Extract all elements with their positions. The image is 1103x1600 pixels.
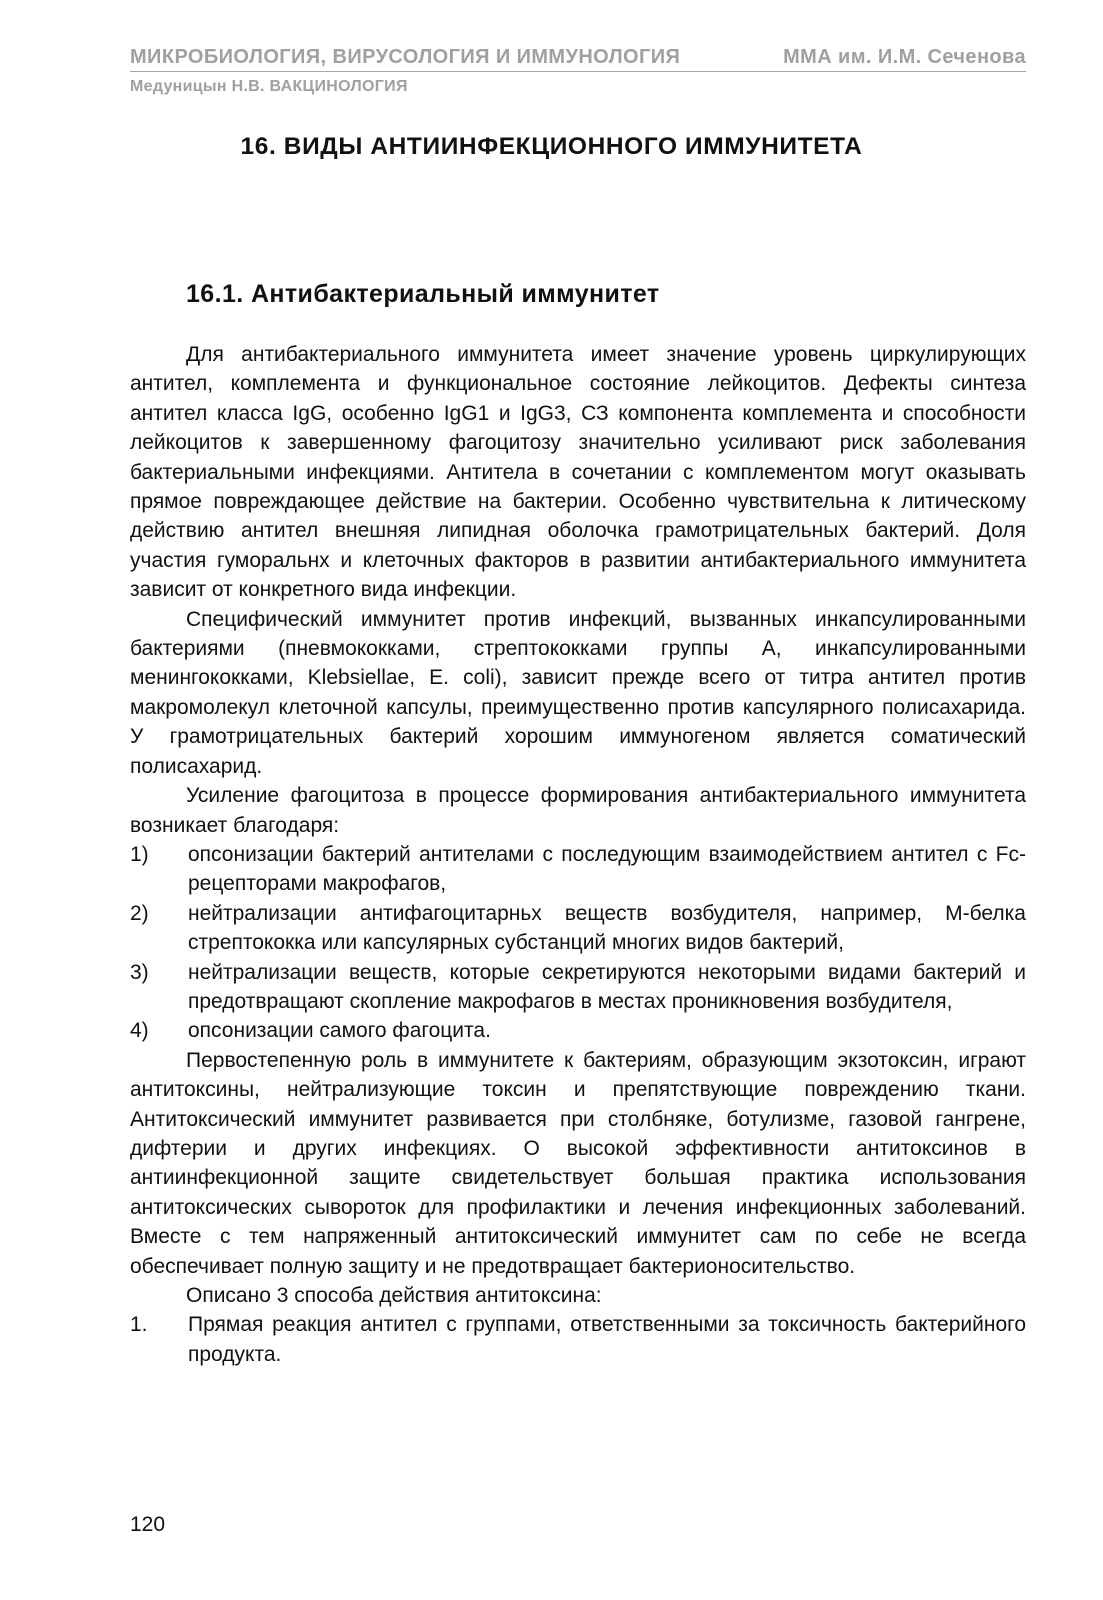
list-item — [130, 1016, 1026, 1045]
header-institution: ММА им. И.М. Сеченова — [783, 46, 1026, 68]
list-item — [130, 958, 1026, 1017]
chapter-title: 16. ВИДЫ АНТИИНФЕКЦИОННОГО ИММУНИТЕТА — [240, 133, 863, 160]
list-item-text: нейтрализации антифагоцитарньх веществ возбудителя, например, М-белка стрептококка или капсулярных субстанций многих видов бактерий, — [188, 901, 1026, 955]
body-text — [130, 340, 1026, 1369]
list-item-text: нейтрализации веществ, которые секретируются некоторыми видами бактерий и предотвращают скопление макрофагов в местах проникновения возбудителя, — [188, 960, 1026, 1013]
list-item-text: опсонизации бактерий антителами с последующим взаимодействием антител с Fc-рецепторами макрофагов, — [188, 842, 1026, 896]
running-header — [130, 46, 1026, 96]
paragraph-specific-immunity: Специфический иммунитет против инфекций, вызванных инкапсулированными бактериями (пневмококками, стрептококками группы А, инкапсулированными менингококками, Klebsiellae, E. coli), зависит прежде всего от титра антител против макромолекул клеточной капсулы, преимущественно против капсулярного полисахарида. У грамотрицательных бактерий хорошим иммуногеном является соматический полисахарид. — [130, 607, 1026, 778]
paragraph-intro: Для антибактериального иммунитета имеет значение уровень циркулирующих антител, комплемента и функциональное состояние лейкоцитов. Дефекты синтеза антител класса IgG, особенно IgG1 и IgG3, СЗ компонента комплемента и способности лейкоцитов к завершенному фагоцитозу значительно усиливают риск заболевания бактериальными инфекциями. Антитела в сочетании с комплементом могут оказывать прямое повреждающее действие на бактерии. Особенно чувствительна к литическому действию антител внешняя липидная оболочка грамотрицательных бактерий. Доля участия гуморальнх и клеточных факторов в развитии антибактериального иммунитета зависит от конкретного вида инфекции. — [130, 343, 1026, 602]
list-item-number: 1. — [130, 1313, 148, 1337]
header-journal-title: МИКРОБИОЛОГИЯ, ВИРУСОЛОГИЯ И ИММУНОЛОГИЯ — [130, 46, 681, 68]
paragraph-methods-intro: Описано 3 способа действия антитоксина: — [186, 1284, 602, 1307]
page-number: 120 — [130, 1513, 166, 1536]
list-item-number: 3) — [130, 960, 149, 984]
list-item-number: 2) — [130, 901, 149, 925]
list-item-number: 4) — [130, 1019, 149, 1043]
header-top-line — [130, 46, 1026, 72]
list-item-text: Прямая реакция антител с группами, ответственными за токсичность бактерийного продукта. — [188, 1313, 1026, 1366]
list-item — [130, 1310, 1026, 1369]
list-item — [130, 840, 1026, 899]
list-item-number: 1) — [130, 842, 149, 866]
paragraph-phagocytosis: Усиление фагоцитоза в процессе формирования антибактериального иммунитета возникает благодаря: — [130, 784, 1026, 837]
paragraph-antitoxins: Первостепенную роль в иммунитете к бактериям, образующим экзотоксин, играют антитоксины, нейтрализующие токсин и препятствующие повреждению ткани. Антитоксический иммунитет развивается при столбняке, ботулизме, газовой гангрене, дифтерии и других инфекциях. О высокой эффективности антитоксинов в антиинфекционной защите свидетельствует большая практика использования антитоксических сывороток для профилактики и лечения инфекционных заболеваний. Вместе с тем напряженный антитоксический иммунитет сам по себе не всегда обеспечивает полную защиту и не предотвращает бактерионосительство. — [130, 1048, 1026, 1278]
list-item-text: опсонизации самого фагоцита. — [188, 1019, 491, 1043]
section-title: 16.1. Антибактериальный иммунитет — [186, 280, 660, 308]
list-item — [130, 899, 1026, 958]
header-book-title: Медуницын Н.В. ВАКЦИНОЛОГИЯ — [130, 78, 408, 95]
